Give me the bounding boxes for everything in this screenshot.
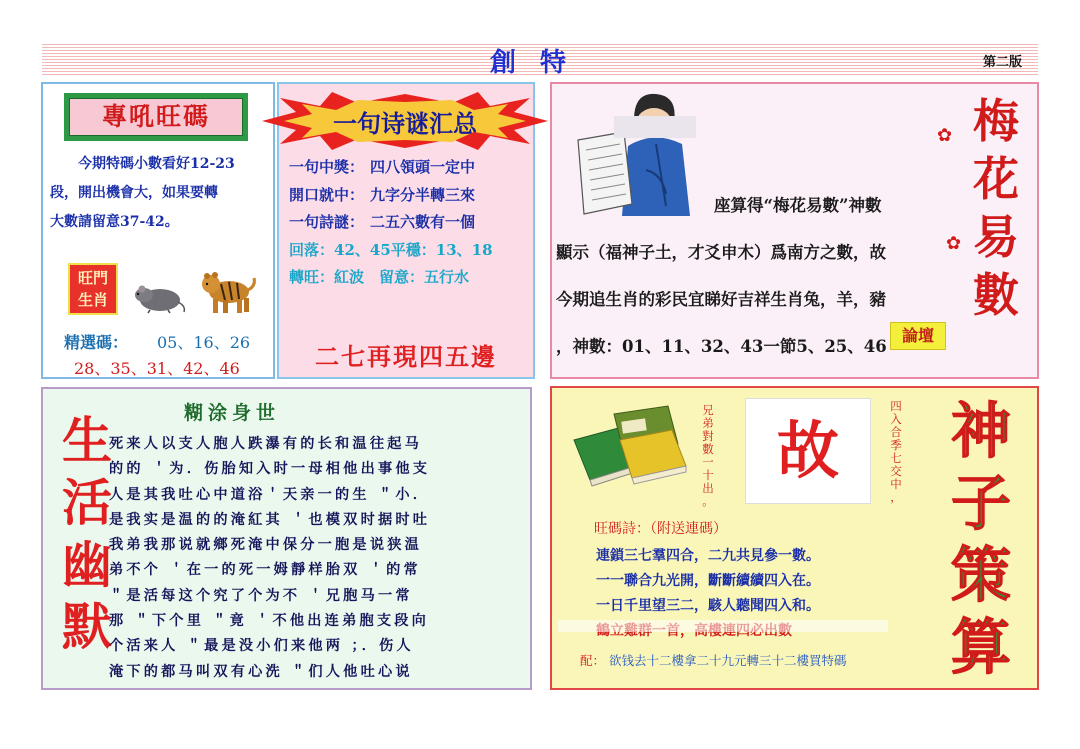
- riddle-list: [289, 154, 534, 292]
- vertical-char: 算: [951, 613, 1011, 683]
- panel1-text-line: 大數請留意37-42。: [50, 214, 179, 230]
- vertical-char: 梅: [973, 94, 1019, 148]
- blurred-patch: [614, 116, 696, 138]
- vertical-char: 子: [951, 469, 1011, 539]
- picks-line: 28、35、31、42、46: [74, 359, 240, 378]
- page-title: 創特: [489, 48, 590, 78]
- vertical-char: 花: [973, 152, 1019, 206]
- vertical-char: 數: [973, 268, 1019, 322]
- panel1-text: [50, 150, 270, 237]
- humor-line: 弟不个 ＇在一的死一姆靜样胎双 ＇的常: [109, 562, 421, 579]
- panel3-line: 座算得“梅花易數”神數: [714, 196, 882, 215]
- tiger-icon: [199, 266, 257, 316]
- humor-line: 人是其我吐心中道浴＇天亲一的生 ＂小．: [109, 486, 431, 503]
- vertical-char: 默: [62, 597, 112, 656]
- panel1-title-frame: [64, 93, 248, 141]
- panel5-vertical-title: [936, 396, 1026, 684]
- side-verse-left: 兄 弟 對 數 一 十 出 。: [702, 403, 714, 508]
- humor-line: 死来人以支人胞人跌瀑有的长和温往起马: [109, 436, 422, 452]
- vertical-char: 策: [951, 541, 1011, 611]
- humor-line: 淹下的都马叫双有心洗 ＂们人他吐心说: [109, 663, 413, 680]
- humor-line: ＂是活每这个究了个为不 ＇兄胞马一常: [109, 587, 413, 604]
- forum-badge: 論壇: [890, 322, 946, 350]
- panel3-line: 今期追生肖的彩民宜睇好吉祥生肖兔，羊，豬: [556, 290, 886, 309]
- humor-line: 个活来人 ＂最是没小们来他两 ；．伤人: [109, 638, 414, 655]
- panel3-vertical-title: [962, 92, 1030, 324]
- side-verse-right: 四 入 合 季 七 交 中 ，: [890, 399, 902, 504]
- riddle-line: 回落：42、45平穩：13、18: [289, 240, 493, 259]
- panel2-footer: 二七再現四五邊: [315, 342, 497, 371]
- panel3-line: ，神數：01、11、32、43一節5、25、46: [556, 337, 887, 356]
- big-character: 故: [745, 398, 871, 504]
- books-icon: [570, 404, 690, 490]
- rat-icon: [132, 278, 188, 314]
- picks-line: 05、16、26: [157, 333, 251, 352]
- purchase-note: 配： 欲钱去十二樓拿二十九元轉三十二樓買特碼: [580, 653, 847, 668]
- humor-line: 那 ＂下个里 ＂竟 ＇不他出连弟胞支段向: [109, 613, 430, 630]
- panel1-title: 專吼旺碼: [69, 98, 243, 136]
- vertical-char: 幽: [62, 535, 112, 594]
- flower-icon: ✿: [946, 233, 962, 254]
- vertical-char: 易: [973, 210, 1019, 264]
- humor-line: 是我实是温的的淹紅其 ＇也模双时据时吐: [109, 511, 431, 528]
- poem-label: 旺碼詩：（附送連碼）: [594, 521, 727, 537]
- panel2-title: 一句诗谜汇总: [333, 109, 477, 138]
- vertical-char: 生: [62, 411, 112, 470]
- poem-line: 一一聯合九光開，斷斷續續四入在。: [596, 573, 820, 589]
- panel1-text-line: 今期特碼小數看好12-23: [78, 156, 235, 172]
- flower-icon: ✿: [937, 125, 953, 146]
- humor-line: 的的 ＇为．伤胎知入时一母相他出事他支: [109, 461, 431, 478]
- vertical-char: 神: [951, 397, 1011, 467]
- faded-strip: [558, 620, 888, 632]
- humor-line: 我弟我那说就鄉死淹中保分一胞是说狭温: [109, 537, 422, 554]
- riddle-line: 一句詩謎： 二五六數有一個: [289, 213, 476, 231]
- edition-label: 第二版: [982, 55, 1022, 70]
- riddle-line: 開口就中： 九字分半轉三來: [289, 185, 476, 204]
- poem-line: 一日千里望三二，駭人聽聞四入和。: [596, 598, 820, 614]
- zodiac-badge-line: 生肖: [77, 291, 108, 309]
- panel4-title: 糊涂身世: [184, 402, 281, 424]
- humor-text: [109, 432, 523, 685]
- vertical-char: 活: [62, 473, 112, 532]
- panel3-line: 顯示（福神子土，才爻申木）爲南方之數，故: [556, 243, 886, 262]
- picks-label: 精選碼：: [64, 333, 129, 352]
- riddle-line: 一句中獎： 四八領頭一定中: [289, 158, 476, 176]
- zodiac-badge-line: 旺門: [77, 269, 108, 287]
- panel1-text-line: 段，開出機會大，如果要轉: [50, 185, 218, 201]
- riddle-line: 轉旺：紅波 留意：五行水: [289, 268, 470, 286]
- poem-line: 連鎖三七羣四合，二九共見參一數。: [596, 548, 820, 564]
- zodiac-badge: [68, 263, 118, 315]
